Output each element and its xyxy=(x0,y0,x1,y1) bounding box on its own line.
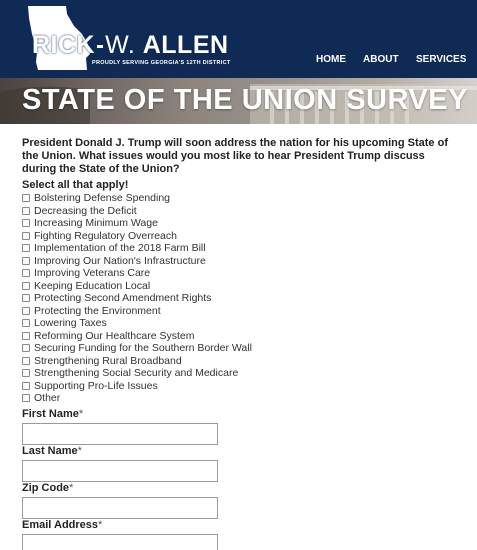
issue-option[interactable] xyxy=(22,292,462,305)
issue-option[interactable] xyxy=(22,305,462,318)
issue-option[interactable] xyxy=(22,242,462,255)
issue-option[interactable] xyxy=(22,280,462,293)
nav-about[interactable]: ABOUT xyxy=(363,54,399,65)
logo-tagline: PROUDLY SERVING GEORGIA'S 12TH DISTRICT xyxy=(92,60,231,66)
last-name-group xyxy=(22,441,218,482)
issue-option[interactable] xyxy=(22,267,462,280)
logo-middle-initial: W. xyxy=(105,31,136,59)
issue-option-label: Supporting Pro-Life Issues xyxy=(34,379,158,392)
required-mark: * xyxy=(77,445,82,457)
checkbox[interactable] xyxy=(22,219,30,227)
checkbox[interactable] xyxy=(22,332,30,340)
issue-option-label: Protecting the Environment xyxy=(34,304,161,317)
checkbox[interactable] xyxy=(22,282,30,290)
checkbox[interactable] xyxy=(22,244,30,252)
nav-home[interactable]: HOME xyxy=(316,54,346,65)
issue-option-label: Bolstering Defense Spending xyxy=(34,192,171,205)
issue-option-label: Implementation of the 2018 Farm Bill xyxy=(34,242,206,255)
logo-first-name: RICK xyxy=(32,31,96,59)
issue-option-label: Protecting Second Amendment Rights xyxy=(34,292,212,305)
last-name-label: Last Name* xyxy=(22,445,82,457)
issue-option-label: Securing Funding for the Southern Border Wall xyxy=(34,342,252,355)
checkbox[interactable] xyxy=(22,382,30,390)
issue-option[interactable] xyxy=(22,205,462,218)
first-name-label: First Name* xyxy=(22,408,84,420)
survey-intro: President Donald J. Trump will soon address the nation for his upcoming State of the Union. What issues would you most like to hear President Trump discuss during the State of the Union? xyxy=(22,137,448,175)
issue-option-label: Fighting Regulatory Overreach xyxy=(34,229,177,242)
site-logo[interactable] xyxy=(32,31,231,66)
issue-option-label: Decreasing the Deficit xyxy=(34,204,137,217)
select-all-instruction: Select all that apply! xyxy=(22,179,129,191)
checkbox[interactable] xyxy=(22,344,30,352)
first-name-group xyxy=(22,404,218,445)
survey-form xyxy=(22,137,462,405)
issue-option[interactable] xyxy=(22,367,462,380)
issue-option[interactable] xyxy=(22,255,462,268)
issue-option[interactable] xyxy=(22,217,462,230)
checkbox[interactable] xyxy=(22,369,30,377)
email-label: Email Address* xyxy=(22,519,103,531)
required-mark: * xyxy=(69,482,74,494)
issue-option[interactable] xyxy=(22,392,462,405)
zip-code-label: Zip Code* xyxy=(22,482,74,494)
issue-option-label: Lowering Taxes xyxy=(34,317,107,330)
page-title: STATE OF THE UNION SURVEY xyxy=(22,84,468,116)
checkbox[interactable] xyxy=(22,394,30,402)
logo-last-name: ALLEN xyxy=(142,31,229,59)
checkbox[interactable] xyxy=(22,307,30,315)
issue-option[interactable] xyxy=(22,330,462,343)
nav-services[interactable]: SERVICES xyxy=(416,54,467,65)
issue-option-label: Increasing Minimum Wage xyxy=(34,217,158,230)
issue-option[interactable] xyxy=(22,317,462,330)
checkbox[interactable] xyxy=(22,269,30,277)
checkbox[interactable] xyxy=(22,257,30,265)
issue-option[interactable] xyxy=(22,192,462,205)
checkbox[interactable] xyxy=(22,357,30,365)
issue-options xyxy=(22,192,462,405)
site-header xyxy=(0,0,477,78)
issue-option-label: Other xyxy=(34,392,61,405)
checkbox[interactable] xyxy=(22,207,30,215)
checkbox[interactable] xyxy=(22,232,30,240)
email-group xyxy=(22,515,218,550)
issue-option[interactable] xyxy=(22,342,462,355)
issue-option-label: Strengthening Rural Broadband xyxy=(34,354,182,367)
issue-option-label: Reforming Our Healthcare System xyxy=(34,329,195,342)
checkbox[interactable] xyxy=(22,294,30,302)
required-mark: * xyxy=(98,519,103,531)
issue-option[interactable] xyxy=(22,380,462,393)
issue-option-label: Strengthening Social Security and Medicare xyxy=(34,367,239,380)
issue-option[interactable] xyxy=(22,355,462,368)
email-input[interactable] xyxy=(22,534,218,550)
issue-option-label: Improving Veterans Care xyxy=(34,267,151,280)
checkbox[interactable] xyxy=(22,319,30,327)
issue-option-label: Keeping Education Local xyxy=(34,279,151,292)
required-mark: * xyxy=(78,408,84,420)
checkbox[interactable] xyxy=(22,194,30,202)
zip-code-group xyxy=(22,478,218,519)
issue-option[interactable] xyxy=(22,230,462,243)
issue-option-label: Improving Our Nation's Infrastructure xyxy=(34,254,206,267)
